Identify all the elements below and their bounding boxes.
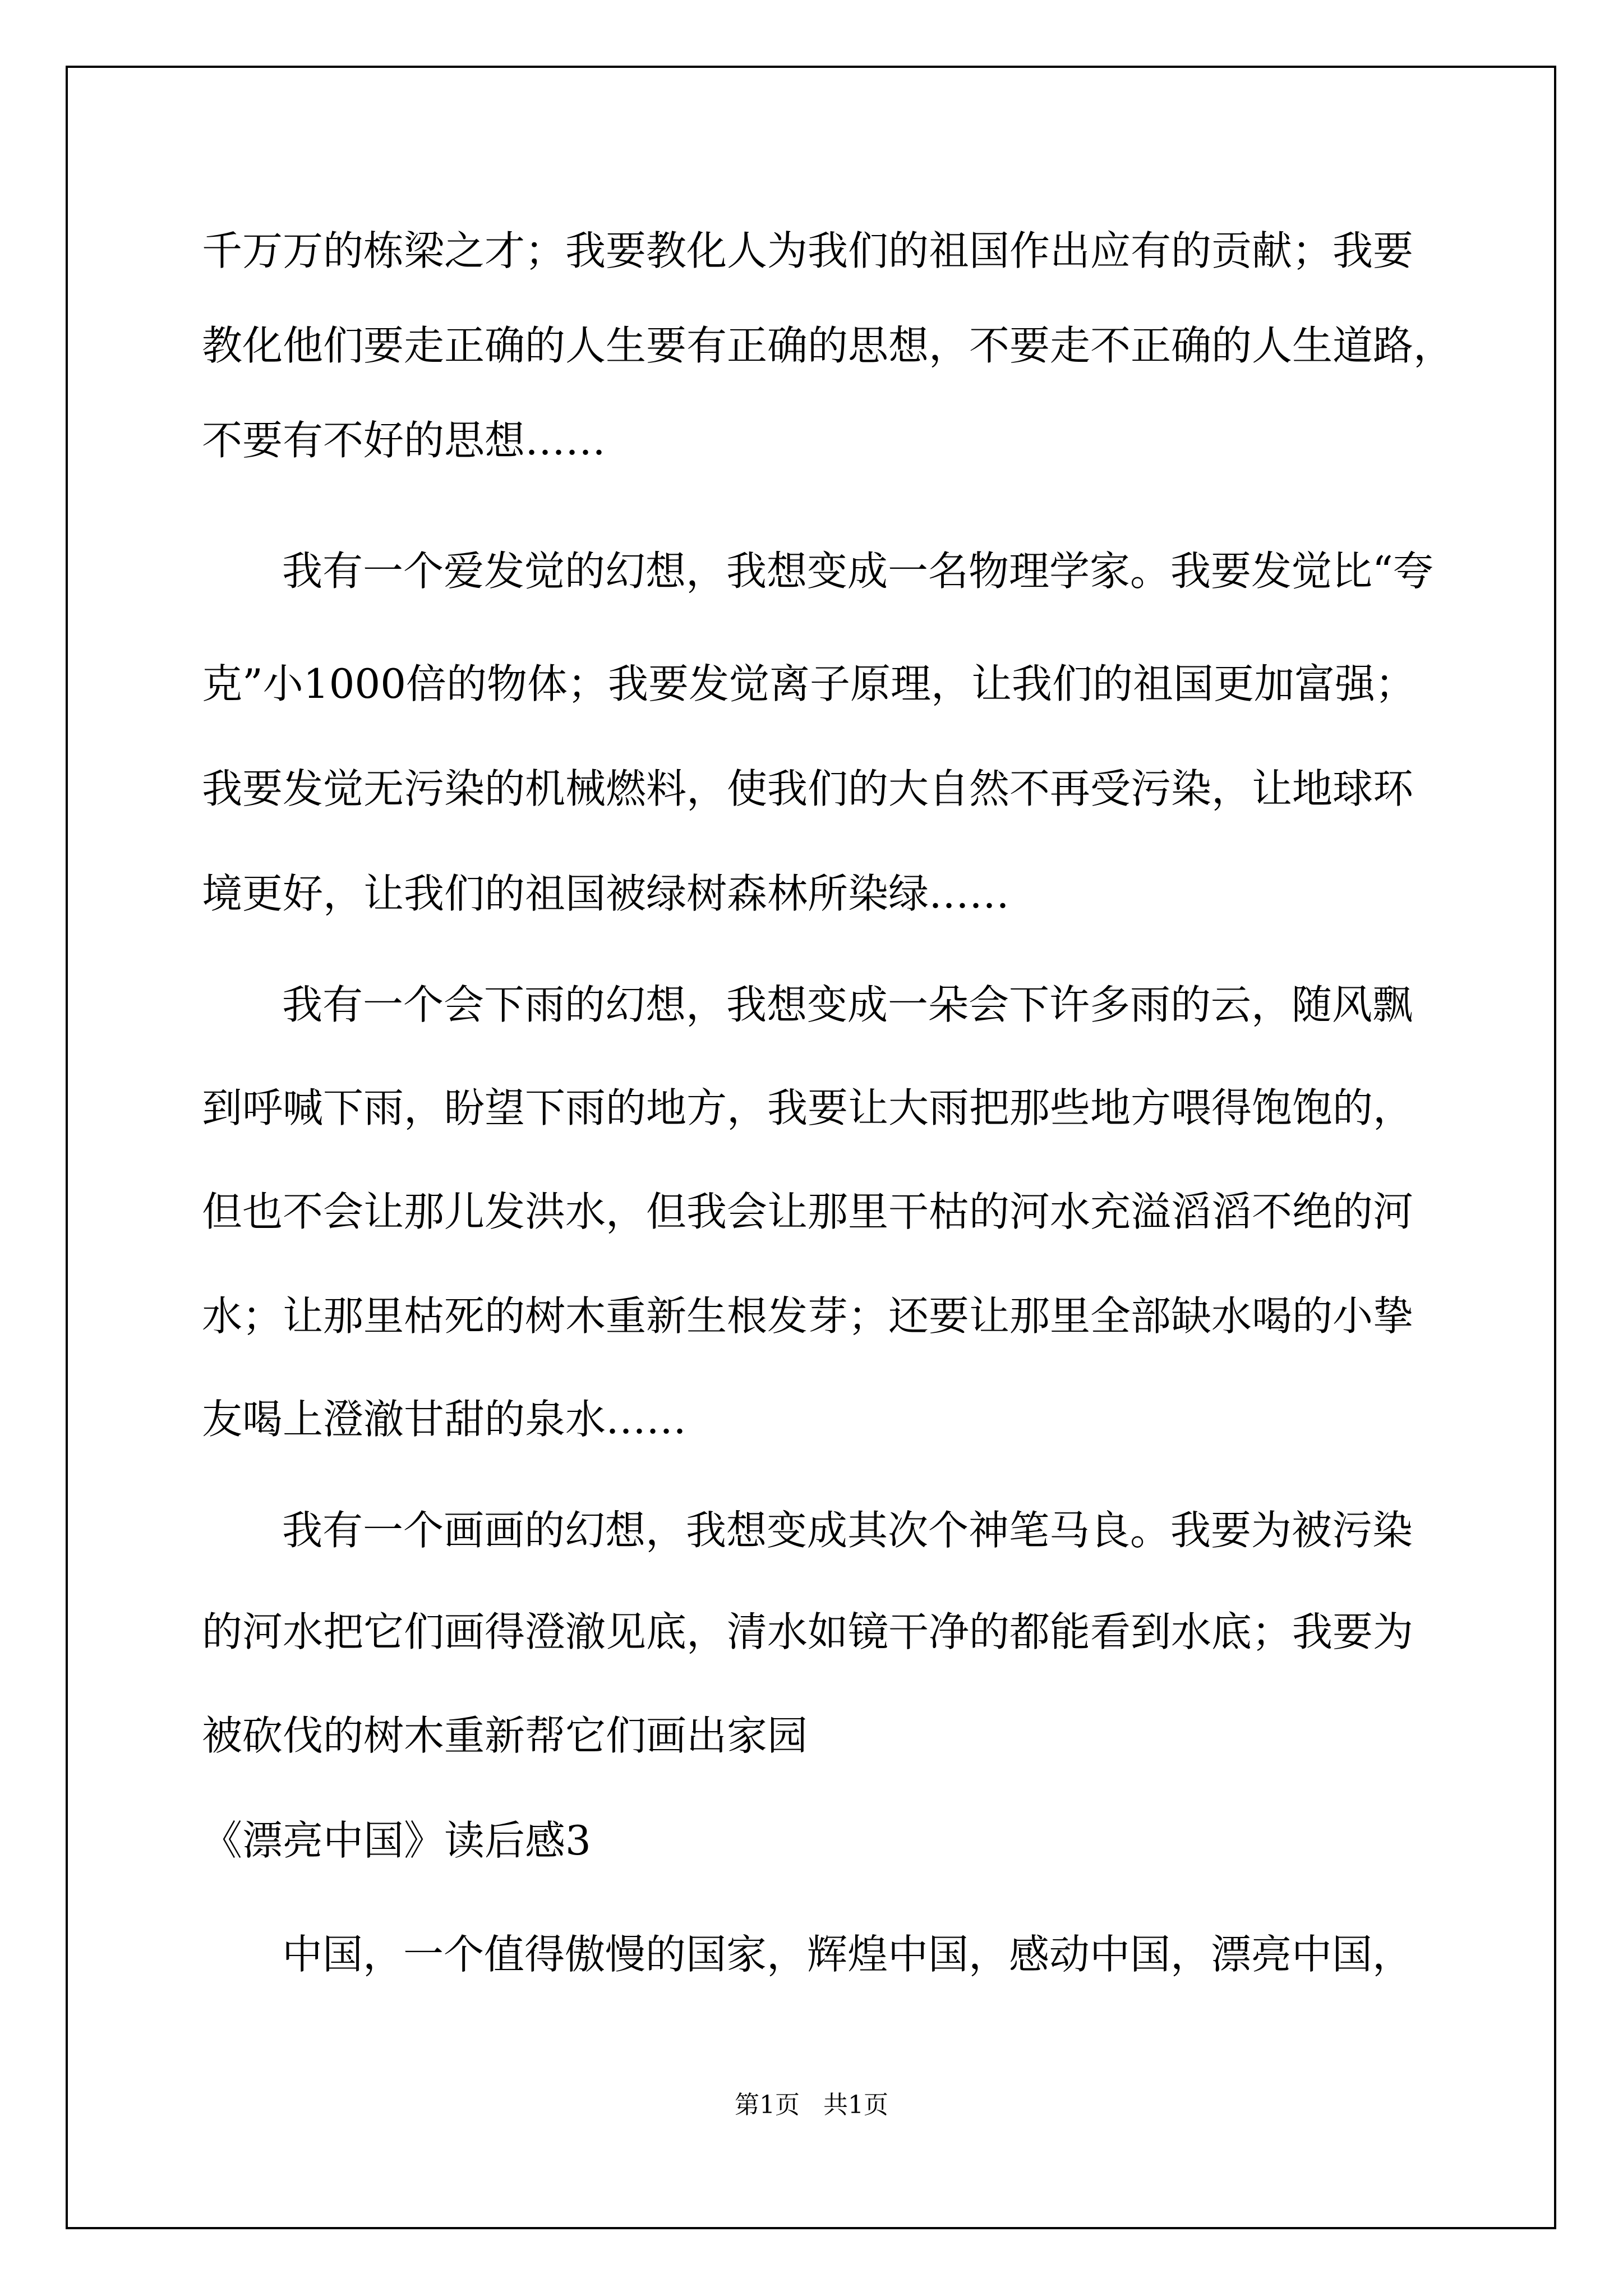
text-line: 到呼喊下雨，盼望下雨的地方，我要让大雨把那些地方喂得饱饱的， — [202, 1084, 1414, 1131]
text-line: 但也不会让那儿发洪水，但我会让那里干枯的河水充溢滔滔不绝的河 — [202, 1188, 1414, 1235]
text-line: 不要有不好的思想…… — [202, 417, 606, 464]
text-line: 的河水把它们画得澄澈见底，清水如镜干净的都能看到水底；我要为 — [202, 1608, 1414, 1655]
text-line: 我要发觉无污染的机械燃料，使我们的大自然不再受污染，让地球环 — [202, 765, 1414, 812]
text-line: 境更好，让我们的祖国被绿树森林所染绿…… — [202, 870, 1010, 917]
text-line: 中国，一个值得傲慢的国家，辉煌中国，感动中国，漂亮中国， — [282, 1931, 1413, 1978]
text-line: 我有一个会下雨的幻想，我想变成一朵会下许多雨的云，随风飘 — [282, 981, 1413, 1028]
text-line: 水；让那里枯死的树木重新生根发芽；还要让那里全部缺水喝的小挚 — [202, 1292, 1414, 1340]
text-line: 千万万的栋梁之才；我要教化人为我们的祖国作出应有的贡献；我要 — [202, 227, 1414, 274]
section-heading: 《漂亮中国》读后感3 — [202, 1817, 591, 1864]
text-line: 被砍伐的树木重新帮它们画出家园 — [202, 1712, 808, 1759]
page-number: 第1页 共1页 — [735, 2091, 888, 2119]
text-line: 教化他们要走正确的人生要有正确的思想，不要走不正确的人生道路， — [202, 322, 1454, 369]
page-frame — [66, 66, 1556, 2229]
text-line: 我有一个爱发觉的幻想，我想变成一名物理学家。我要发觉比“夸 — [282, 547, 1433, 595]
text-line: 我有一个画画的幻想，我想变成其次个神笔马良。我要为被污染 — [282, 1507, 1413, 1554]
text-line: 友喝上澄澈甘甜的泉水…… — [202, 1396, 687, 1443]
text-line: 克”小1000倍的物体；我要发觉离子原理，让我们的祖国更加富强； — [202, 660, 1416, 707]
